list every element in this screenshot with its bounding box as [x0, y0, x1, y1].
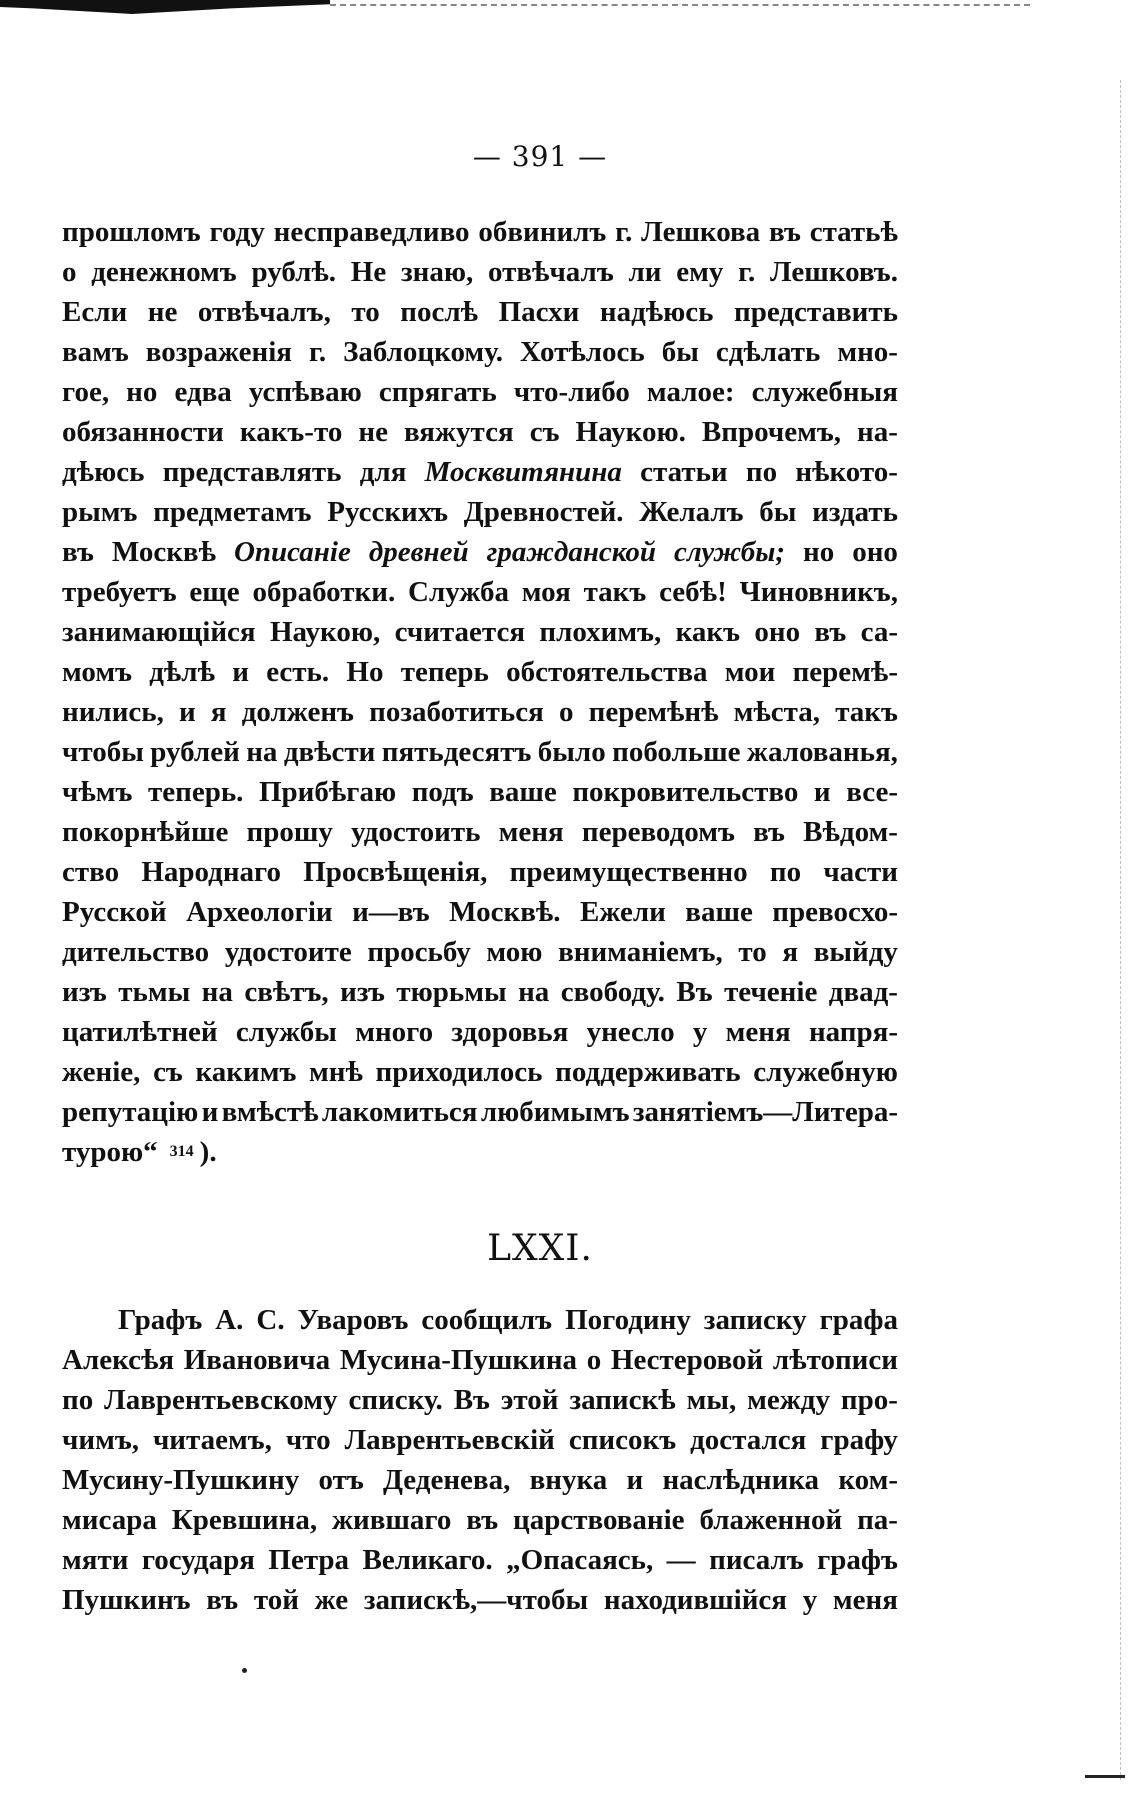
word: выйду [813, 936, 898, 968]
word: гое, [62, 376, 110, 408]
word: году [209, 216, 265, 248]
word: Описаніе [233, 536, 351, 568]
word: находившійся [603, 1584, 787, 1616]
word: для [359, 456, 407, 488]
paragraph-letter-text [62, 212, 898, 1172]
text-line [62, 1052, 898, 1092]
word: приходилось [375, 1056, 543, 1088]
word: чимъ, [62, 1424, 139, 1456]
word: лакомиться [321, 1096, 478, 1128]
word: такъ [835, 696, 898, 728]
word: любимымъ [480, 1096, 630, 1128]
word: на [246, 736, 278, 768]
word: А. [215, 1304, 244, 1336]
word: плохимъ, [539, 616, 662, 648]
text-line [62, 1500, 898, 1540]
word: издать [812, 496, 898, 528]
word: занимающійся [62, 616, 256, 648]
word: бы [661, 336, 699, 368]
word: Чиновникъ, [739, 576, 898, 608]
word: по [745, 456, 778, 488]
word: Лаврентьевскій [344, 1424, 555, 1456]
word: обвинилъ [478, 216, 607, 248]
word: удостоить [351, 816, 481, 848]
word: запискѣ,—чтобы [363, 1584, 589, 1616]
word: о [558, 696, 574, 728]
word: дительство [62, 936, 210, 968]
word: Ивановича [183, 1344, 331, 1376]
word: какъ [675, 616, 741, 648]
word: здоровья [451, 1016, 569, 1048]
word: Уваровъ [297, 1304, 409, 1336]
word: покорнѣйше [62, 816, 229, 848]
word: внука [529, 1464, 608, 1496]
word: Если [62, 296, 128, 328]
word: Лаврентьевскому [104, 1384, 338, 1416]
word: о [586, 1344, 602, 1376]
word: у [802, 1584, 818, 1616]
word: записку [703, 1304, 807, 1336]
word: этой [500, 1384, 559, 1416]
word: отвѣчалъ, [197, 296, 331, 328]
word: въ [814, 616, 847, 648]
page-number: — 391 — [472, 140, 608, 173]
word: покровительство [572, 776, 799, 808]
word: ство [62, 856, 120, 888]
word: Москвѣ [111, 536, 216, 568]
word: дѣлѣ [149, 656, 215, 688]
word: мы, [686, 1384, 737, 1416]
word: сдѣлать [715, 336, 821, 368]
word: въ [206, 1584, 239, 1616]
word: и [626, 1464, 644, 1496]
scan-artifact-top [0, 0, 330, 14]
word: г. [738, 256, 756, 288]
word: г. [615, 216, 633, 248]
word: поддерживать [555, 1056, 741, 1088]
word: не [358, 416, 388, 448]
text-line [62, 852, 898, 892]
word: мои [724, 656, 776, 688]
word: блаженной [699, 1504, 843, 1536]
word: напря- [808, 1016, 898, 1048]
word: знаю, [400, 256, 474, 288]
word: унесло [586, 1016, 675, 1048]
word: прошломъ [62, 216, 201, 248]
word: и [813, 776, 831, 808]
scan-artifact-corner [1085, 1775, 1125, 1778]
word: Пасхи [498, 296, 580, 328]
word: предметамъ [153, 496, 312, 528]
word: на [518, 976, 550, 1008]
text-line [62, 1540, 898, 1580]
text-line [62, 692, 898, 732]
text-line [62, 612, 898, 652]
word: надѣюсь [599, 296, 714, 328]
word: Ежели [579, 896, 666, 928]
word: побольше [612, 736, 741, 768]
word: мно- [837, 336, 898, 368]
word: мнѣ [309, 1056, 363, 1088]
word: подъ [411, 776, 474, 808]
word: г. [308, 336, 327, 368]
word: преимущественно [509, 856, 748, 888]
word: денежномъ [91, 256, 237, 288]
word: послѣ [400, 296, 479, 328]
text-line [62, 372, 898, 412]
word: нѣкото- [795, 456, 898, 488]
word: вмѣстѣ [221, 1096, 319, 1128]
word: прошу [246, 816, 333, 848]
text-line [62, 1012, 898, 1052]
word: Желалъ [639, 496, 744, 528]
word: требуетъ [62, 576, 177, 608]
word: Москвитянина [424, 456, 622, 488]
word: гражданской [486, 536, 657, 568]
word: турою“ [62, 1136, 158, 1168]
word: „Опасаясь, [506, 1544, 654, 1576]
word: Служба [408, 576, 509, 608]
word: обработки. [252, 576, 396, 608]
word: на [201, 976, 233, 1008]
paragraph-section-lxxi [62, 1300, 898, 1620]
word: мѣста, [733, 696, 821, 728]
word: отвѣчалъ [488, 256, 614, 288]
word: Впрочемъ, [701, 416, 841, 448]
word: Заблоцкому. [343, 336, 504, 368]
word: Древностей. [463, 496, 624, 528]
word: графъ [817, 1544, 898, 1576]
word: по [62, 1384, 94, 1416]
word: какимъ [195, 1056, 297, 1088]
word: переводомъ [581, 816, 735, 848]
word: тьмы [118, 976, 191, 1008]
word: Но [346, 656, 384, 688]
word: запискѣ [569, 1384, 676, 1416]
word: са- [860, 616, 898, 648]
word: перемѣ- [792, 656, 898, 688]
word: момъ [62, 656, 132, 688]
word: я [782, 936, 799, 968]
word: оно [852, 536, 898, 568]
word: нились, [62, 696, 164, 728]
word: считается [394, 616, 526, 648]
word: теперь [400, 656, 489, 688]
footnote-reference: 314 [169, 1143, 194, 1160]
word: еще [189, 576, 240, 608]
word: ему [676, 256, 724, 288]
word: вамъ [62, 336, 129, 368]
word: меня [832, 1584, 898, 1616]
word: служебныя [751, 376, 898, 408]
word: успѣваю [248, 376, 362, 408]
word: Деденева, [383, 1464, 511, 1496]
scan-artifact-dot [242, 1668, 247, 1673]
word: что [285, 1424, 331, 1456]
word: такъ [583, 576, 647, 608]
word: по [769, 856, 802, 888]
word: ком- [838, 1464, 898, 1496]
word: Не [350, 256, 387, 288]
text-line [62, 892, 898, 932]
word: чтобы [62, 736, 144, 768]
word: изъ [62, 976, 107, 1008]
word: Наукою. [575, 416, 686, 448]
word: древней [368, 536, 469, 568]
text-line [62, 332, 898, 372]
text-line [62, 732, 898, 772]
text-line [62, 452, 898, 492]
word: и [201, 1096, 219, 1128]
word: тюрьмы [396, 976, 507, 1008]
word: вниманіемъ, [558, 936, 723, 968]
word: едва [174, 376, 232, 408]
word: превосхо- [772, 896, 898, 928]
word: же [314, 1584, 349, 1616]
word: Нестеровой [610, 1344, 764, 1376]
word: Кревшина, [171, 1504, 318, 1536]
word: бы [759, 496, 797, 528]
word: между [747, 1384, 830, 1416]
word: я [210, 696, 227, 728]
word: Прибѣгаю [259, 776, 397, 808]
word: ваше [685, 896, 753, 928]
text-line [62, 492, 898, 532]
word: Великаго. [362, 1544, 493, 1576]
word: несправедливо [273, 216, 470, 248]
word: С. [256, 1304, 285, 1336]
text-line [62, 412, 898, 452]
word: много [355, 1016, 434, 1048]
word: части [823, 856, 898, 888]
scan-artifact-right-edge [1120, 80, 1121, 1780]
word: обязанности [62, 416, 224, 448]
text-line [62, 772, 898, 812]
text-line [62, 812, 898, 852]
text-line [62, 1420, 898, 1460]
word: на- [857, 416, 898, 448]
word: въ [769, 216, 801, 248]
word: что-либо [513, 376, 630, 408]
word: съ [529, 416, 560, 448]
section-heading: LXXI. [487, 1228, 593, 1269]
word: въ [753, 816, 785, 848]
word: въ [466, 1504, 499, 1536]
footnote-tail: ). [199, 1136, 217, 1168]
word: Хотѣлось [519, 336, 645, 368]
word: Лешкова [641, 216, 761, 248]
word: теперь. [148, 776, 244, 808]
word: Въ [453, 1384, 490, 1416]
text-line [62, 1092, 898, 1132]
word: меня [725, 1016, 791, 1048]
text-line [62, 1580, 898, 1620]
word: Графъ [118, 1304, 203, 1336]
word: Петра [268, 1544, 350, 1576]
word: меня [498, 816, 564, 848]
word: мяти [62, 1544, 129, 1576]
word: рублѣ. [251, 256, 337, 288]
word: и [179, 696, 196, 728]
word: ли [628, 256, 662, 288]
word: Погодину [565, 1304, 691, 1336]
word: спрягать [378, 376, 497, 408]
word: государя [141, 1544, 255, 1576]
word: малое: [646, 376, 735, 408]
word: графа [819, 1304, 898, 1336]
word: дѣюсь [62, 456, 145, 488]
word: долженъ [241, 696, 354, 728]
word: но [803, 536, 835, 568]
word: теченіе [724, 976, 818, 1008]
word: жалованья, [746, 736, 898, 768]
word: Русской [62, 896, 167, 928]
word: просьбу [367, 936, 471, 968]
word: двѣсти [283, 736, 376, 768]
word: рымъ [62, 496, 138, 528]
word: достался [690, 1424, 807, 1456]
word: ваше [489, 776, 557, 808]
text-line [62, 572, 898, 612]
word: Лешковъ. [770, 256, 898, 288]
word: Москвѣ. [449, 896, 561, 928]
word: не [147, 296, 178, 328]
word: обстоятельства [506, 656, 708, 688]
word: занятіемъ—Литера- [632, 1096, 898, 1128]
word: изъ [340, 976, 385, 1008]
word: службы [235, 1016, 337, 1048]
word: Просвѣщенія, [303, 856, 488, 888]
word: Пушкинъ [62, 1584, 191, 1616]
word: списокъ [568, 1424, 677, 1456]
text-line [62, 972, 898, 1012]
word: у [692, 1016, 708, 1048]
word: позаботиться [369, 696, 544, 728]
word: было [537, 736, 606, 768]
word: — [666, 1544, 696, 1576]
word: какъ-то [239, 416, 343, 448]
word: моя [521, 576, 571, 608]
word: въ [62, 536, 94, 568]
word: па- [857, 1504, 898, 1536]
word: представить [734, 296, 898, 328]
word: сообщилъ [421, 1304, 553, 1336]
text-line [62, 652, 898, 692]
word: Вѣдом- [803, 816, 898, 848]
word: отъ [318, 1464, 364, 1496]
word: то [738, 936, 767, 968]
word: чѣмъ [62, 776, 133, 808]
word: свѣтъ, [244, 976, 329, 1008]
word: и—въ [352, 896, 430, 928]
word: и [232, 656, 249, 688]
word: читаемъ, [152, 1424, 272, 1456]
text-line [62, 1460, 898, 1500]
word: жившаго [332, 1504, 452, 1536]
word: Народнаго [141, 856, 282, 888]
word: Алексѣя [62, 1344, 175, 1376]
word: наслѣдника [662, 1464, 820, 1496]
word: Русскихъ [327, 496, 449, 528]
word: царствованіе [513, 1504, 685, 1536]
word: служебную [753, 1056, 898, 1088]
word: перемѣнѣ [588, 696, 719, 728]
word: женіе, [62, 1056, 141, 1088]
word: пятьдесятъ [381, 736, 532, 768]
word: репутацію [62, 1096, 199, 1128]
word: все- [846, 776, 898, 808]
word: писалъ [709, 1544, 804, 1576]
text-line [62, 212, 898, 252]
word: Наукою, [269, 616, 381, 648]
word: Мусина-Пушкина [339, 1344, 578, 1376]
scan-artifact-top-line [330, 4, 1030, 6]
text-line [62, 1132, 898, 1172]
word: той [253, 1584, 299, 1616]
word: есть. [266, 656, 330, 688]
word: мою [486, 936, 543, 968]
word: то [351, 296, 380, 328]
word: двад- [828, 976, 898, 1008]
word: про- [840, 1384, 898, 1416]
text-line [62, 532, 898, 572]
word: лѣтописи [772, 1344, 898, 1376]
word: о [62, 256, 77, 288]
word: статьѣ [809, 216, 898, 248]
word: списку. [348, 1384, 443, 1416]
word: удостоите [224, 936, 352, 968]
word: статьи [640, 456, 728, 488]
word: оно [754, 616, 801, 648]
word: цатилѣтней [62, 1016, 218, 1048]
text-line [62, 1300, 898, 1340]
word: но [126, 376, 158, 408]
text-line [62, 292, 898, 332]
text-line [62, 1340, 898, 1380]
word: съ [153, 1056, 183, 1088]
text-line [62, 252, 898, 292]
word: вяжутся [404, 416, 514, 448]
word: Археологіи [186, 896, 333, 928]
word: представлять [162, 456, 342, 488]
word: графу [820, 1424, 898, 1456]
word: свободу. [560, 976, 665, 1008]
word: Мусину-Пушкину [62, 1464, 300, 1496]
word: мисара [62, 1504, 157, 1536]
text-line [62, 932, 898, 972]
word: себѣ! [659, 576, 727, 608]
word: службы; [674, 536, 786, 568]
text-line [62, 1380, 898, 1420]
word: рублей [150, 736, 240, 768]
word: возраженія [145, 336, 292, 368]
word: Въ [676, 976, 713, 1008]
